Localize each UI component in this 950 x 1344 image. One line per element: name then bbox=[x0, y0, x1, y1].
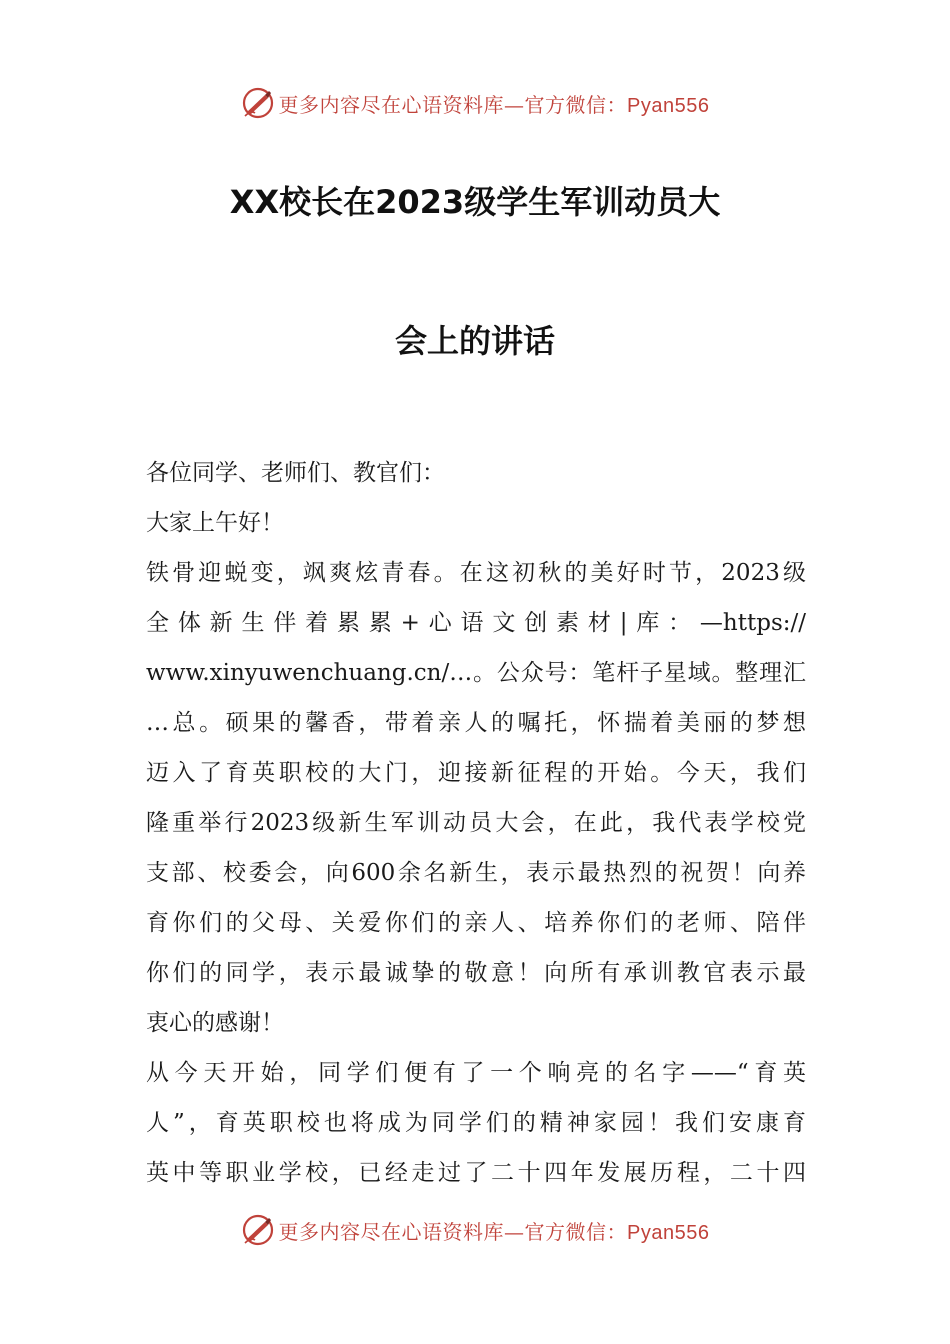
watermark-text: 更多内容尽在心语资料库—官方微信：Pyan556 bbox=[278, 1219, 710, 1244]
watermark-text: 更多内容尽在心语资料库—官方微信：Pyan556 bbox=[278, 92, 710, 117]
body-line: 各位同学、老师们、教官们： bbox=[146, 460, 445, 486]
document-title-line-2: 会上的讲话 bbox=[394, 322, 555, 360]
watermark-wechat-id: Pyan556 bbox=[627, 94, 710, 117]
pen-logo-icon bbox=[241, 1213, 275, 1247]
body-line: 隆重举行2023级新生军训动员大会，在此，我代表学校党 bbox=[146, 810, 806, 836]
body-line: 人”，育英职校也将成为同学们的精神家园！我们安康育 bbox=[146, 1110, 806, 1136]
body-line: 你们的同学，表示最诚挚的敬意！向所有承训教官表示最 bbox=[146, 960, 806, 986]
body-line: 铁骨迎蜕变，飒爽炫青春。在这初秋的美好时节，2023级 bbox=[146, 560, 806, 586]
body-line: 衷心的感谢！ bbox=[146, 1010, 284, 1036]
body-line: 从今天开始，同学们便有了一个响亮的名字——“育英 bbox=[146, 1060, 806, 1086]
body-line: 英中等职业学校，已经走过了二十四年发展历程，二十四 bbox=[146, 1160, 806, 1186]
header-watermark bbox=[0, 83, 950, 123]
body-line: 育你们的父母、关爱你们的亲人、培养你们的老师、陪伴 bbox=[146, 910, 806, 936]
body-line: 大家上午好！ bbox=[146, 510, 284, 536]
body-line: 支部、校委会，向600余名新生，表示最热烈的祝贺！向养 bbox=[146, 860, 806, 886]
pen-logo-icon bbox=[241, 86, 275, 120]
body-line: 迈入了育英职校的大门，迎接新征程的开始。今天，我们 bbox=[146, 760, 806, 786]
body-line: www.xinyuwenchuang.cn/…。公众号：笔杆子星域。整理汇 bbox=[146, 660, 806, 686]
document-body bbox=[146, 448, 806, 1198]
body-line: 全体新生伴着累累+心语文创素材|库：—https:// bbox=[146, 610, 806, 636]
document-title-line-1: XX校长在2023级学生军训动员大 bbox=[229, 183, 721, 221]
watermark-wechat-id: Pyan556 bbox=[627, 1221, 710, 1244]
footer-watermark bbox=[0, 1210, 950, 1250]
body-line: …总。硕果的馨香，带着亲人的嘱托，怀揣着美丽的梦想 bbox=[146, 710, 806, 736]
